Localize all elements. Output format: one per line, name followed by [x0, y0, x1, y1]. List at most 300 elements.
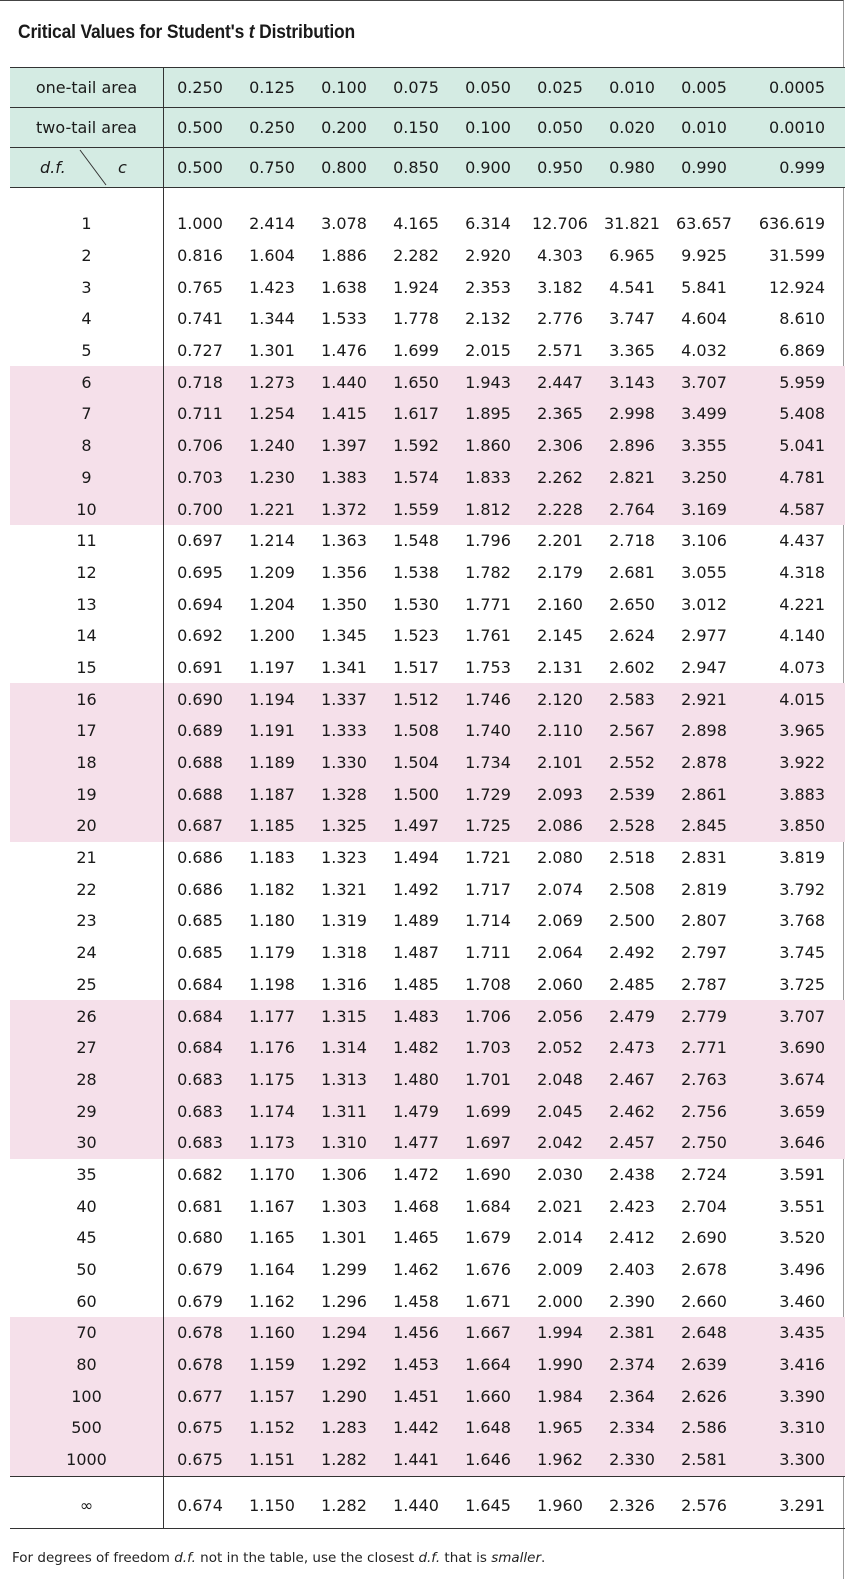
critical-value: 1.397 — [321, 436, 367, 456]
critical-value: 2.485 — [609, 974, 655, 994]
critical-value: 0.677 — [177, 1386, 223, 1406]
critical-value: 3.460 — [779, 1291, 825, 1311]
critical-value: 1.538 — [393, 562, 439, 582]
critical-value: 2.282 — [393, 246, 439, 266]
critical-value: 1.313 — [321, 1069, 367, 1089]
critical-value: 1.299 — [321, 1260, 367, 1280]
critical-value: 1.323 — [321, 848, 367, 868]
critical-value: 0.682 — [177, 1164, 223, 1184]
critical-value: 1.363 — [321, 531, 367, 551]
critical-value: 1.714 — [465, 911, 511, 931]
df-value: 1 — [10, 208, 164, 240]
critical-value: 1.306 — [321, 1164, 367, 1184]
critical-value: 2.438 — [609, 1164, 655, 1184]
header-value: 0.075 — [393, 78, 439, 97]
critical-value: 2.364 — [609, 1386, 655, 1406]
critical-value: 4.437 — [779, 531, 825, 551]
critical-value: 1.200 — [249, 626, 295, 646]
table-row — [10, 1064, 845, 1096]
critical-value: 1.183 — [249, 848, 295, 868]
df-value: 5 — [10, 335, 164, 367]
header-value: 0.500 — [177, 158, 223, 177]
header-value: 0.990 — [681, 158, 727, 177]
critical-value: 1.294 — [321, 1323, 367, 1343]
critical-value: 1.638 — [321, 277, 367, 297]
critical-value: 1.530 — [393, 594, 439, 614]
table-row — [10, 1032, 845, 1064]
critical-value: 0.683 — [177, 1133, 223, 1153]
df-value: 16 — [10, 683, 164, 715]
critical-value: 2.467 — [609, 1069, 655, 1089]
table-row — [10, 747, 845, 779]
critical-value: 1.812 — [465, 499, 511, 519]
table-row — [10, 778, 845, 810]
critical-value: 1.924 — [393, 277, 439, 297]
critical-value: 1.646 — [465, 1450, 511, 1470]
critical-value: 1.489 — [393, 911, 439, 931]
footnote-text-1: For degrees of freedom — [12, 1550, 175, 1566]
header-value: 0.0010 — [769, 118, 825, 137]
critical-value: 3.310 — [779, 1418, 825, 1438]
df-value: 70 — [10, 1317, 164, 1349]
critical-value: 2.093 — [537, 784, 583, 804]
table-row — [10, 905, 845, 937]
critical-value: 4.165 — [393, 214, 439, 234]
critical-value: 63.657 — [676, 214, 732, 234]
critical-value: 2.750 — [681, 1133, 727, 1153]
critical-value: 2.704 — [681, 1196, 727, 1216]
critical-value: 2.650 — [609, 594, 655, 614]
critical-value: 2.724 — [681, 1164, 727, 1184]
critical-value: 1.440 — [393, 1495, 439, 1515]
critical-value: 3.012 — [681, 594, 727, 614]
df-value: 4 — [10, 303, 164, 335]
critical-value: 3.745 — [779, 943, 825, 963]
critical-value: 2.390 — [609, 1291, 655, 1311]
critical-value: 2.764 — [609, 499, 655, 519]
table-row — [10, 873, 845, 905]
critical-value: 0.683 — [177, 1069, 223, 1089]
df-value: 7 — [10, 398, 164, 430]
critical-value: 5.841 — [681, 277, 727, 297]
critical-value: 0.685 — [177, 943, 223, 963]
critical-value: 1.485 — [393, 974, 439, 994]
critical-value: 1.497 — [393, 816, 439, 836]
df-value: 50 — [10, 1254, 164, 1286]
critical-value: 2.500 — [609, 911, 655, 931]
critical-value: 1.725 — [465, 816, 511, 836]
critical-value: 1.204 — [249, 594, 295, 614]
critical-value: 2.576 — [681, 1495, 727, 1515]
header-value: 0.200 — [321, 118, 367, 137]
critical-value: 2.921 — [681, 689, 727, 709]
title-prefix: Critical Values for Student's — [18, 22, 249, 43]
table-row — [10, 1190, 845, 1222]
df-value: 22 — [10, 873, 164, 905]
critical-value: 3.435 — [779, 1323, 825, 1343]
critical-value: 1.895 — [465, 404, 511, 424]
critical-value: 0.678 — [177, 1355, 223, 1375]
critical-value: 2.160 — [537, 594, 583, 614]
critical-value: 1.372 — [321, 499, 367, 519]
critical-value: 1.179 — [249, 943, 295, 963]
table-row — [10, 525, 845, 557]
critical-value: 0.718 — [177, 372, 223, 392]
critical-value: 2.473 — [609, 1038, 655, 1058]
df-value: 80 — [10, 1349, 164, 1381]
critical-value: 1.962 — [537, 1450, 583, 1470]
critical-value: 2.131 — [537, 657, 583, 677]
critical-value: 3.768 — [779, 911, 825, 931]
critical-value: 1.333 — [321, 721, 367, 741]
critical-value: 1.221 — [249, 499, 295, 519]
critical-value: 2.447 — [537, 372, 583, 392]
critical-value: 2.678 — [681, 1260, 727, 1280]
footnote-text-3: that is — [440, 1550, 492, 1566]
header-value: 0.500 — [177, 118, 223, 137]
critical-value: 1.690 — [465, 1164, 511, 1184]
footnote — [12, 1550, 545, 1566]
critical-value: 1.230 — [249, 467, 295, 487]
critical-value: 2.015 — [465, 341, 511, 361]
critical-value: 1.157 — [249, 1386, 295, 1406]
critical-value: 1.214 — [249, 531, 295, 551]
header-value: 0.750 — [249, 158, 295, 177]
critical-value: 0.697 — [177, 531, 223, 551]
critical-value: 1.314 — [321, 1038, 367, 1058]
critical-value: 2.014 — [537, 1228, 583, 1248]
critical-value: 1.177 — [249, 1006, 295, 1026]
critical-value: 2.648 — [681, 1323, 727, 1343]
header-value: 0.010 — [681, 118, 727, 137]
critical-value: 1.679 — [465, 1228, 511, 1248]
critical-value: 2.831 — [681, 848, 727, 868]
header-value: 0.050 — [537, 118, 583, 137]
critical-value: 1.648 — [465, 1418, 511, 1438]
critical-value: 0.741 — [177, 309, 223, 329]
footnote-text-2: not in the table, use the closest — [195, 1550, 419, 1566]
df-value: 45 — [10, 1222, 164, 1254]
critical-value: 0.695 — [177, 562, 223, 582]
critical-value: 0.683 — [177, 1101, 223, 1121]
critical-value: 1.477 — [393, 1133, 439, 1153]
table-body — [10, 208, 845, 1529]
critical-value: 1.523 — [393, 626, 439, 646]
table-row — [10, 1285, 845, 1317]
critical-value: 1.292 — [321, 1355, 367, 1375]
critical-value: 2.626 — [681, 1386, 727, 1406]
header-value: 0.150 — [393, 118, 439, 137]
critical-value: 2.403 — [609, 1260, 655, 1280]
header-value: 0.980 — [609, 158, 655, 177]
table-row — [10, 810, 845, 842]
critical-value: 2.821 — [609, 467, 655, 487]
critical-value: 2.624 — [609, 626, 655, 646]
table-title — [18, 22, 355, 44]
critical-value: 1.319 — [321, 911, 367, 931]
df-value: 9 — [10, 462, 164, 494]
critical-value: 1.782 — [465, 562, 511, 582]
df-value: 27 — [10, 1032, 164, 1064]
critical-value: 1.167 — [249, 1196, 295, 1216]
critical-value: 1.604 — [249, 246, 295, 266]
table-row — [10, 208, 845, 240]
critical-value: 2.581 — [681, 1450, 727, 1470]
critical-value: 2.878 — [681, 753, 727, 773]
critical-value: 2.306 — [537, 436, 583, 456]
table-row — [10, 1254, 845, 1286]
table-row — [10, 969, 845, 1001]
critical-value: 1.328 — [321, 784, 367, 804]
critical-value: 2.718 — [609, 531, 655, 551]
critical-value: 4.604 — [681, 309, 727, 329]
critical-value: 1.150 — [249, 1495, 295, 1515]
critical-value: 1.198 — [249, 974, 295, 994]
critical-value: 1.344 — [249, 309, 295, 329]
critical-value: 3.143 — [609, 372, 655, 392]
critical-value: 2.326 — [609, 1495, 655, 1515]
table-row — [10, 1349, 845, 1381]
df-value: 1000 — [10, 1444, 164, 1476]
critical-value: 0.765 — [177, 277, 223, 297]
df-value: 15 — [10, 652, 164, 684]
df-value: 29 — [10, 1095, 164, 1127]
critical-value: 2.660 — [681, 1291, 727, 1311]
critical-value: 2.120 — [537, 689, 583, 709]
critical-value: 636.619 — [758, 214, 825, 234]
critical-value: 1.833 — [465, 467, 511, 487]
critical-value: 1.482 — [393, 1038, 439, 1058]
critical-value: 1.441 — [393, 1450, 439, 1470]
critical-value: 0.688 — [177, 753, 223, 773]
critical-value: 4.015 — [779, 689, 825, 709]
critical-value: 1.174 — [249, 1101, 295, 1121]
critical-value: 1.000 — [177, 214, 223, 234]
critical-value: 2.681 — [609, 562, 655, 582]
critical-value: 3.725 — [779, 974, 825, 994]
critical-value: 2.009 — [537, 1260, 583, 1280]
critical-value: 1.356 — [321, 562, 367, 582]
critical-value: 2.787 — [681, 974, 727, 994]
critical-value: 0.684 — [177, 1006, 223, 1026]
critical-value: 1.330 — [321, 753, 367, 773]
critical-value: 1.451 — [393, 1386, 439, 1406]
table-row — [10, 462, 845, 494]
critical-value: 1.717 — [465, 879, 511, 899]
table-row — [10, 493, 845, 525]
critical-value: 1.254 — [249, 404, 295, 424]
critical-value: 1.180 — [249, 911, 295, 931]
critical-value: 2.330 — [609, 1450, 655, 1470]
critical-value: 1.468 — [393, 1196, 439, 1216]
critical-value: 1.296 — [321, 1291, 367, 1311]
df-value: 8 — [10, 430, 164, 462]
critical-value: 1.159 — [249, 1355, 295, 1375]
critical-value: 1.290 — [321, 1386, 367, 1406]
critical-value: 0.687 — [177, 816, 223, 836]
df-value: 11 — [10, 525, 164, 557]
critical-value: 2.639 — [681, 1355, 727, 1375]
critical-value: 0.727 — [177, 341, 223, 361]
critical-value: 1.699 — [393, 341, 439, 361]
critical-value: 2.797 — [681, 943, 727, 963]
critical-value: 1.321 — [321, 879, 367, 899]
critical-value: 2.101 — [537, 753, 583, 773]
df-value: 10 — [10, 493, 164, 525]
critical-value: 0.684 — [177, 1038, 223, 1058]
critical-value: 4.032 — [681, 341, 727, 361]
header-value: 0.800 — [321, 158, 367, 177]
critical-value: 3.591 — [779, 1164, 825, 1184]
critical-value: 3.078 — [321, 214, 367, 234]
critical-value: 1.533 — [321, 309, 367, 329]
table-row — [10, 366, 845, 398]
critical-value: 3.300 — [779, 1450, 825, 1470]
title-t-symbol: t — [248, 22, 255, 43]
table-row — [10, 842, 845, 874]
critical-value: 3.365 — [609, 341, 655, 361]
critical-value: 1.453 — [393, 1355, 439, 1375]
critical-value: 1.684 — [465, 1196, 511, 1216]
critical-value: 1.771 — [465, 594, 511, 614]
critical-value: 3.883 — [779, 784, 825, 804]
critical-value: 1.465 — [393, 1228, 439, 1248]
critical-value: 3.169 — [681, 499, 727, 519]
critical-value: 2.052 — [537, 1038, 583, 1058]
critical-value: 6.965 — [609, 246, 655, 266]
critical-value: 2.414 — [249, 214, 295, 234]
critical-value: 3.690 — [779, 1038, 825, 1058]
critical-value: 1.492 — [393, 879, 439, 899]
critical-value: 1.660 — [465, 1386, 511, 1406]
critical-value: 2.845 — [681, 816, 727, 836]
critical-value: 1.170 — [249, 1164, 295, 1184]
critical-value: 2.086 — [537, 816, 583, 836]
critical-value: 1.504 — [393, 753, 439, 773]
critical-value: 2.771 — [681, 1038, 727, 1058]
critical-value: 3.965 — [779, 721, 825, 741]
critical-value: 0.679 — [177, 1291, 223, 1311]
critical-value: 6.869 — [779, 341, 825, 361]
critical-value: 1.512 — [393, 689, 439, 709]
df-value: 21 — [10, 842, 164, 874]
footnote-text-4: . — [541, 1550, 546, 1566]
header-label: one-tail area — [10, 68, 164, 107]
critical-value: 2.552 — [609, 753, 655, 773]
df-value: 12 — [10, 557, 164, 589]
df-value: 3 — [10, 271, 164, 303]
critical-value: 1.345 — [321, 626, 367, 646]
critical-value: 1.548 — [393, 531, 439, 551]
critical-value: 1.617 — [393, 404, 439, 424]
critical-value: 1.796 — [465, 531, 511, 551]
header-value: 0.020 — [609, 118, 655, 137]
critical-value: 1.701 — [465, 1069, 511, 1089]
critical-value: 0.679 — [177, 1260, 223, 1280]
header-value: 0.950 — [537, 158, 583, 177]
infinity-row — [10, 1476, 845, 1529]
critical-value: 2.069 — [537, 911, 583, 931]
critical-value: 0.688 — [177, 784, 223, 804]
critical-value: 1.676 — [465, 1260, 511, 1280]
critical-value: 1.315 — [321, 1006, 367, 1026]
table-header — [10, 68, 845, 188]
critical-value: 2.381 — [609, 1323, 655, 1343]
critical-value: 4.587 — [779, 499, 825, 519]
critical-value: 0.684 — [177, 974, 223, 994]
header-label: two-tail area — [10, 108, 164, 147]
table-row — [10, 588, 845, 620]
critical-value: 1.943 — [465, 372, 511, 392]
critical-value: 1.965 — [537, 1418, 583, 1438]
critical-value: 2.262 — [537, 467, 583, 487]
critical-value: 1.191 — [249, 721, 295, 741]
critical-value: 0.694 — [177, 594, 223, 614]
critical-value: 1.699 — [465, 1101, 511, 1121]
table-row — [10, 1159, 845, 1191]
critical-value: 1.197 — [249, 657, 295, 677]
header-value: 0.999 — [779, 158, 825, 177]
critical-value: 2.374 — [609, 1355, 655, 1375]
critical-value: 0.692 — [177, 626, 223, 646]
critical-value: 4.140 — [779, 626, 825, 646]
critical-value: 1.456 — [393, 1323, 439, 1343]
df-value: 17 — [10, 715, 164, 747]
header-row — [10, 68, 845, 108]
critical-value: 2.602 — [609, 657, 655, 677]
critical-value: 0.674 — [177, 1495, 223, 1515]
critical-value: 1.337 — [321, 689, 367, 709]
critical-value: 1.283 — [321, 1418, 367, 1438]
critical-value: 5.041 — [779, 436, 825, 456]
critical-value: 2.462 — [609, 1101, 655, 1121]
header-value: 0.005 — [681, 78, 727, 97]
df-value: 100 — [10, 1380, 164, 1412]
critical-value: 2.353 — [465, 277, 511, 297]
header-value: 0.125 — [249, 78, 295, 97]
critical-value: 12.706 — [532, 214, 588, 234]
critical-value: 2.571 — [537, 341, 583, 361]
critical-value: 1.458 — [393, 1291, 439, 1311]
table-row — [10, 683, 845, 715]
critical-value: 2.898 — [681, 721, 727, 741]
table-row — [10, 430, 845, 462]
critical-value: 3.551 — [779, 1196, 825, 1216]
critical-value: 0.675 — [177, 1450, 223, 1470]
critical-value: 1.341 — [321, 657, 367, 677]
critical-value: 3.499 — [681, 404, 727, 424]
header-value: 0.0005 — [769, 78, 825, 97]
critical-value: 2.145 — [537, 626, 583, 646]
critical-value: 0.678 — [177, 1323, 223, 1343]
critical-value: 4.221 — [779, 594, 825, 614]
critical-value: 2.567 — [609, 721, 655, 741]
critical-value: 1.209 — [249, 562, 295, 582]
df-value: 20 — [10, 810, 164, 842]
critical-value: 31.821 — [604, 214, 660, 234]
critical-value: 1.494 — [393, 848, 439, 868]
critical-value: 0.685 — [177, 911, 223, 931]
critical-value: 3.250 — [681, 467, 727, 487]
critical-value: 1.778 — [393, 309, 439, 329]
critical-value: 1.508 — [393, 721, 439, 741]
table-row — [10, 1444, 845, 1476]
critical-value: 1.697 — [465, 1133, 511, 1153]
critical-value: 1.500 — [393, 784, 439, 804]
critical-value: 2.896 — [609, 436, 655, 456]
critical-value: 3.819 — [779, 848, 825, 868]
table-row — [10, 715, 845, 747]
